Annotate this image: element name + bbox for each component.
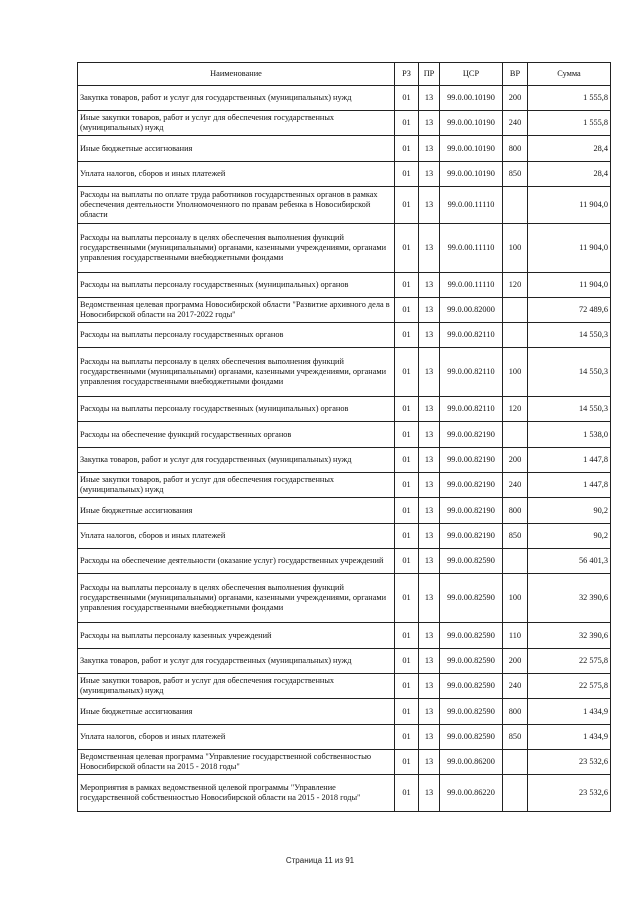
cell-pr: 13 (419, 348, 440, 397)
cell-vr (503, 298, 528, 323)
cell-pr: 13 (419, 725, 440, 750)
cell-pr: 13 (419, 86, 440, 111)
cell-rz: 01 (395, 623, 419, 649)
cell-name: Расходы на выплаты персоналу государственных (муниципальных) органов (78, 397, 395, 422)
cell-sum: 1 555,8 (528, 86, 611, 111)
cell-sum: 1 434,9 (528, 725, 611, 750)
table-row (78, 649, 611, 674)
cell-rz: 01 (395, 397, 419, 422)
cell-sum: 1 538,0 (528, 422, 611, 448)
cell-pr: 13 (419, 136, 440, 162)
cell-sum: 28,4 (528, 136, 611, 162)
cell-name: Мероприятия в рамках ведомственной целевой программы "Управление государственной собственностью Новосибирской области на 2015 - 2018 годы" (78, 775, 395, 812)
cell-vr: 850 (503, 162, 528, 187)
cell-vr (503, 549, 528, 574)
cell-csr: 99.0.00.82110 (440, 323, 503, 348)
cell-rz: 01 (395, 549, 419, 574)
table-row (78, 397, 611, 422)
cell-pr: 13 (419, 187, 440, 224)
cell-pr: 13 (419, 111, 440, 136)
cell-csr: 99.0.00.82110 (440, 348, 503, 397)
table-row (78, 224, 611, 273)
cell-csr: 99.0.00.82590 (440, 574, 503, 623)
cell-vr (503, 750, 528, 775)
table-row (78, 699, 611, 725)
cell-sum: 11 904,0 (528, 224, 611, 273)
cell-rz: 01 (395, 574, 419, 623)
cell-csr: 99.0.00.86220 (440, 775, 503, 812)
cell-name: Расходы на выплаты персоналу в целях обеспечения выполнения функций государственными (муниципальными) органами, казенными учреждениями, органами управления государственными внебюджетными фондами (78, 224, 395, 273)
cell-sum: 11 904,0 (528, 273, 611, 298)
cell-sum: 90,2 (528, 524, 611, 549)
cell-name: Ведомственная целевая программа "Управление государственной собственностью Новосибирской области на 2015 - 2018 годы" (78, 750, 395, 775)
cell-pr: 13 (419, 224, 440, 273)
cell-name: Уплата налогов, сборов и иных платежей (78, 725, 395, 750)
cell-rz: 01 (395, 298, 419, 323)
cell-name: Иные закупки товаров, работ и услуг для обеспечения государственных (муниципальных) нужд (78, 111, 395, 136)
cell-name: Расходы на обеспечение деятельности (оказание услуг) государственных учреждений (78, 549, 395, 574)
table-row (78, 273, 611, 298)
cell-csr: 99.0.00.82590 (440, 623, 503, 649)
cell-rz: 01 (395, 422, 419, 448)
cell-vr (503, 323, 528, 348)
cell-csr: 99.0.00.82110 (440, 397, 503, 422)
cell-name: Закупка товаров, работ и услуг для государственных (муниципальных) нужд (78, 86, 395, 111)
header-vr: ВР (503, 63, 528, 86)
cell-rz: 01 (395, 524, 419, 549)
table-row (78, 524, 611, 549)
cell-rz: 01 (395, 111, 419, 136)
cell-name: Иные бюджетные ассигнования (78, 136, 395, 162)
cell-rz: 01 (395, 348, 419, 397)
table-row (78, 86, 611, 111)
cell-csr: 99.0.00.11110 (440, 273, 503, 298)
cell-sum: 90,2 (528, 498, 611, 524)
cell-pr: 13 (419, 574, 440, 623)
cell-pr: 13 (419, 623, 440, 649)
table-row (78, 323, 611, 348)
budget-table (77, 62, 611, 812)
cell-vr: 200 (503, 649, 528, 674)
cell-rz: 01 (395, 473, 419, 498)
table-row (78, 725, 611, 750)
cell-rz: 01 (395, 448, 419, 473)
table-row (78, 162, 611, 187)
cell-csr: 99.0.00.82590 (440, 674, 503, 699)
header-sum: Сумма (528, 63, 611, 86)
cell-csr: 99.0.00.86200 (440, 750, 503, 775)
table-row (78, 574, 611, 623)
page-number: Страница 11 из 91 (285, 856, 355, 865)
cell-pr: 13 (419, 498, 440, 524)
cell-vr: 800 (503, 498, 528, 524)
cell-vr: 240 (503, 473, 528, 498)
cell-pr: 13 (419, 422, 440, 448)
cell-vr: 800 (503, 699, 528, 725)
cell-sum: 32 390,6 (528, 574, 611, 623)
cell-vr: 800 (503, 136, 528, 162)
cell-sum: 14 550,3 (528, 397, 611, 422)
cell-sum: 11 904,0 (528, 187, 611, 224)
table-row (78, 775, 611, 812)
cell-csr: 99.0.00.82190 (440, 422, 503, 448)
table-row (78, 674, 611, 699)
cell-sum: 56 401,3 (528, 549, 611, 574)
cell-sum: 32 390,6 (528, 623, 611, 649)
cell-csr: 99.0.00.82590 (440, 649, 503, 674)
cell-csr: 99.0.00.11110 (440, 187, 503, 224)
cell-vr: 240 (503, 111, 528, 136)
cell-vr: 100 (503, 348, 528, 397)
cell-sum: 1 447,8 (528, 473, 611, 498)
table-row (78, 422, 611, 448)
cell-pr: 13 (419, 750, 440, 775)
cell-pr: 13 (419, 448, 440, 473)
cell-rz: 01 (395, 86, 419, 111)
cell-vr (503, 187, 528, 224)
cell-name: Иные бюджетные ассигнования (78, 699, 395, 725)
table-row (78, 623, 611, 649)
cell-vr: 120 (503, 397, 528, 422)
cell-vr: 240 (503, 674, 528, 699)
table-row (78, 448, 611, 473)
cell-csr: 99.0.00.10190 (440, 111, 503, 136)
cell-name: Расходы на выплаты персоналу государственных (муниципальных) органов (78, 273, 395, 298)
cell-name: Расходы на выплаты персоналу в целях обеспечения выполнения функций государственными (муниципальными) органами, казенными учреждениями, органами управления государственными внебюджетными фондами (78, 348, 395, 397)
cell-sum: 22 575,8 (528, 674, 611, 699)
cell-rz: 01 (395, 273, 419, 298)
cell-csr: 99.0.00.10190 (440, 136, 503, 162)
cell-rz: 01 (395, 187, 419, 224)
cell-name: Иные бюджетные ассигнования (78, 498, 395, 524)
cell-pr: 13 (419, 473, 440, 498)
table-row (78, 473, 611, 498)
cell-csr: 99.0.00.10190 (440, 162, 503, 187)
cell-name: Расходы на выплаты персоналу в целях обеспечения выполнения функций государственными (муниципальными) органами, казенными учреждениями, органами управления государственными внебюджетными фондами (78, 574, 395, 623)
header-csr: ЦСР (440, 63, 503, 86)
cell-rz: 01 (395, 750, 419, 775)
cell-sum: 1 555,8 (528, 111, 611, 136)
header-pr: ПР (419, 63, 440, 86)
cell-name: Расходы на обеспечение функций государственных органов (78, 422, 395, 448)
cell-vr: 100 (503, 224, 528, 273)
cell-name: Расходы на выплаты персоналу казенных учреждений (78, 623, 395, 649)
cell-name: Иные закупки товаров, работ и услуг для обеспечения государственных (муниципальных) нужд (78, 473, 395, 498)
cell-rz: 01 (395, 674, 419, 699)
cell-csr: 99.0.00.82000 (440, 298, 503, 323)
cell-rz: 01 (395, 775, 419, 812)
cell-name: Ведомственная целевая программа Новосибирской области "Развитие архивного дела в Новосибирской области на 2017-2022 годы" (78, 298, 395, 323)
cell-sum: 23 532,6 (528, 775, 611, 812)
table-row (78, 187, 611, 224)
cell-name: Расходы на выплаты по оплате труда работников государственных органов в рамках обеспечения деятельности Уполномоченного по правам ребенка в Новосибирской области (78, 187, 395, 224)
header-rz: РЗ (395, 63, 419, 86)
cell-pr: 13 (419, 323, 440, 348)
cell-csr: 99.0.00.11110 (440, 224, 503, 273)
cell-rz: 01 (395, 498, 419, 524)
cell-sum: 72 489,6 (528, 298, 611, 323)
cell-pr: 13 (419, 775, 440, 812)
table-row (78, 136, 611, 162)
cell-csr: 99.0.00.82190 (440, 448, 503, 473)
cell-name: Уплата налогов, сборов и иных платежей (78, 524, 395, 549)
cell-pr: 13 (419, 162, 440, 187)
cell-vr: 200 (503, 86, 528, 111)
cell-pr: 13 (419, 524, 440, 549)
cell-vr: 110 (503, 623, 528, 649)
cell-rz: 01 (395, 323, 419, 348)
cell-rz: 01 (395, 136, 419, 162)
cell-vr: 200 (503, 448, 528, 473)
table-row (78, 111, 611, 136)
cell-rz: 01 (395, 649, 419, 674)
cell-csr: 99.0.00.82590 (440, 549, 503, 574)
table-body (78, 86, 611, 812)
table-row (78, 549, 611, 574)
cell-sum: 14 550,3 (528, 323, 611, 348)
cell-vr: 850 (503, 524, 528, 549)
cell-pr: 13 (419, 549, 440, 574)
cell-sum: 22 575,8 (528, 649, 611, 674)
cell-name: Иные закупки товаров, работ и услуг для обеспечения государственных (муниципальных) нужд (78, 674, 395, 699)
cell-pr: 13 (419, 674, 440, 699)
cell-csr: 99.0.00.82190 (440, 498, 503, 524)
table-header-row (78, 63, 611, 86)
cell-vr: 120 (503, 273, 528, 298)
cell-sum: 23 532,6 (528, 750, 611, 775)
cell-sum: 28,4 (528, 162, 611, 187)
cell-csr: 99.0.00.82590 (440, 725, 503, 750)
table-row (78, 298, 611, 323)
header-name: Наименование (78, 63, 395, 86)
cell-name: Расходы на выплаты персоналу государственных органов (78, 323, 395, 348)
cell-sum: 1 434,9 (528, 699, 611, 725)
cell-pr: 13 (419, 273, 440, 298)
cell-csr: 99.0.00.82190 (440, 473, 503, 498)
cell-sum: 1 447,8 (528, 448, 611, 473)
cell-name: Закупка товаров, работ и услуг для государственных (муниципальных) нужд (78, 448, 395, 473)
cell-csr: 99.0.00.82590 (440, 699, 503, 725)
cell-pr: 13 (419, 649, 440, 674)
cell-pr: 13 (419, 298, 440, 323)
table-row (78, 348, 611, 397)
cell-csr: 99.0.00.10190 (440, 86, 503, 111)
cell-rz: 01 (395, 725, 419, 750)
cell-sum: 14 550,3 (528, 348, 611, 397)
table-row (78, 498, 611, 524)
cell-vr: 100 (503, 574, 528, 623)
cell-name: Закупка товаров, работ и услуг для государственных (муниципальных) нужд (78, 649, 395, 674)
cell-pr: 13 (419, 397, 440, 422)
cell-pr: 13 (419, 699, 440, 725)
cell-vr (503, 775, 528, 812)
cell-rz: 01 (395, 699, 419, 725)
cell-vr (503, 422, 528, 448)
cell-rz: 01 (395, 162, 419, 187)
cell-csr: 99.0.00.82190 (440, 524, 503, 549)
cell-name: Уплата налогов, сборов и иных платежей (78, 162, 395, 187)
table-row (78, 750, 611, 775)
cell-rz: 01 (395, 224, 419, 273)
cell-vr: 850 (503, 725, 528, 750)
